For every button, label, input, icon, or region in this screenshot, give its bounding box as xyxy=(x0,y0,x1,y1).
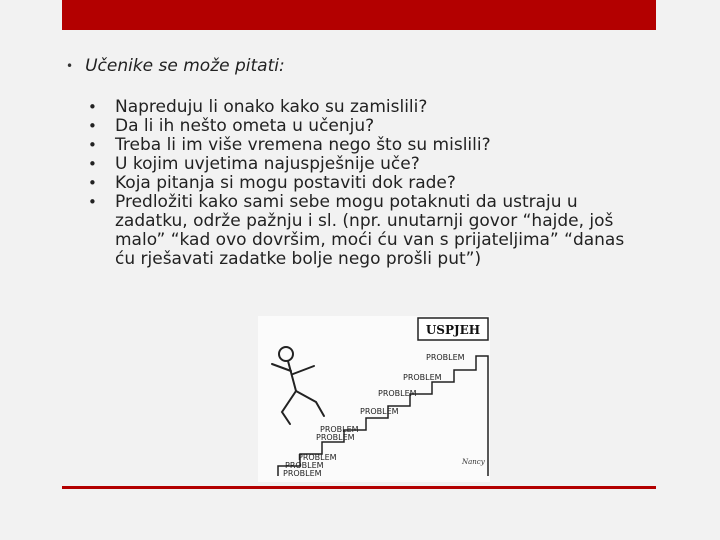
step-label: PROBLEM xyxy=(403,373,442,382)
step-label: PROBLEM xyxy=(360,407,399,416)
step-label: PROBLEM xyxy=(298,453,337,462)
list-item-text: Napreduju li onako kako su zamislili? xyxy=(115,97,428,117)
bullet: • xyxy=(88,117,97,135)
list-item-text: Predložiti kako sami sebe mogu potaknuti da ustraju u zadatku, održe pažnju i sl. (npr. unutarnji govor “hajde, još malo” “kad ovo dovršim, moći ću van s prijateljima” “danas ću rješavati zadatke bolje nego prošli put”) xyxy=(115,192,625,269)
bullet: • xyxy=(88,155,97,173)
staircase-drawing xyxy=(258,316,490,482)
step-label: PROBLEM xyxy=(283,469,322,478)
step-label: PROBLEM xyxy=(320,425,359,434)
list-item-text: Da li ih nešto ometa u učenju? xyxy=(115,116,375,136)
bullet: • xyxy=(88,193,97,211)
slide-heading xyxy=(66,56,285,76)
list-item-text: Koja pitanja si mogu postaviti dok rade? xyxy=(115,173,456,193)
bullet: • xyxy=(88,174,97,192)
list-item xyxy=(88,117,648,136)
list-item xyxy=(88,174,648,193)
artist-signature: Nancy xyxy=(462,458,485,466)
heading-text: Učenike se može pitati: xyxy=(85,56,285,76)
heading-bullet: • xyxy=(66,59,74,73)
bullet: • xyxy=(88,136,97,154)
bullet: • xyxy=(88,98,97,116)
list-item-text: U kojim uvjetima najuspješnije uče? xyxy=(115,154,420,174)
bottom-accent-line xyxy=(62,486,656,489)
step-label: PROBLEM xyxy=(316,433,355,442)
list-item-text: Treba li im više vremena nego što su mislili? xyxy=(115,135,491,155)
success-sign-text: USPJEH xyxy=(425,323,481,337)
list-item xyxy=(88,98,648,117)
list-item xyxy=(88,136,648,155)
step-label: PROBLEM xyxy=(378,389,417,398)
climbing-figure xyxy=(272,347,324,424)
step-label: PROBLEM xyxy=(426,353,465,362)
list-item xyxy=(88,193,648,269)
question-list xyxy=(88,98,648,269)
step-label: PROBLEM xyxy=(285,461,324,470)
staircase-illustration xyxy=(258,316,490,482)
list-item xyxy=(88,155,648,174)
top-accent-bar xyxy=(62,0,656,30)
